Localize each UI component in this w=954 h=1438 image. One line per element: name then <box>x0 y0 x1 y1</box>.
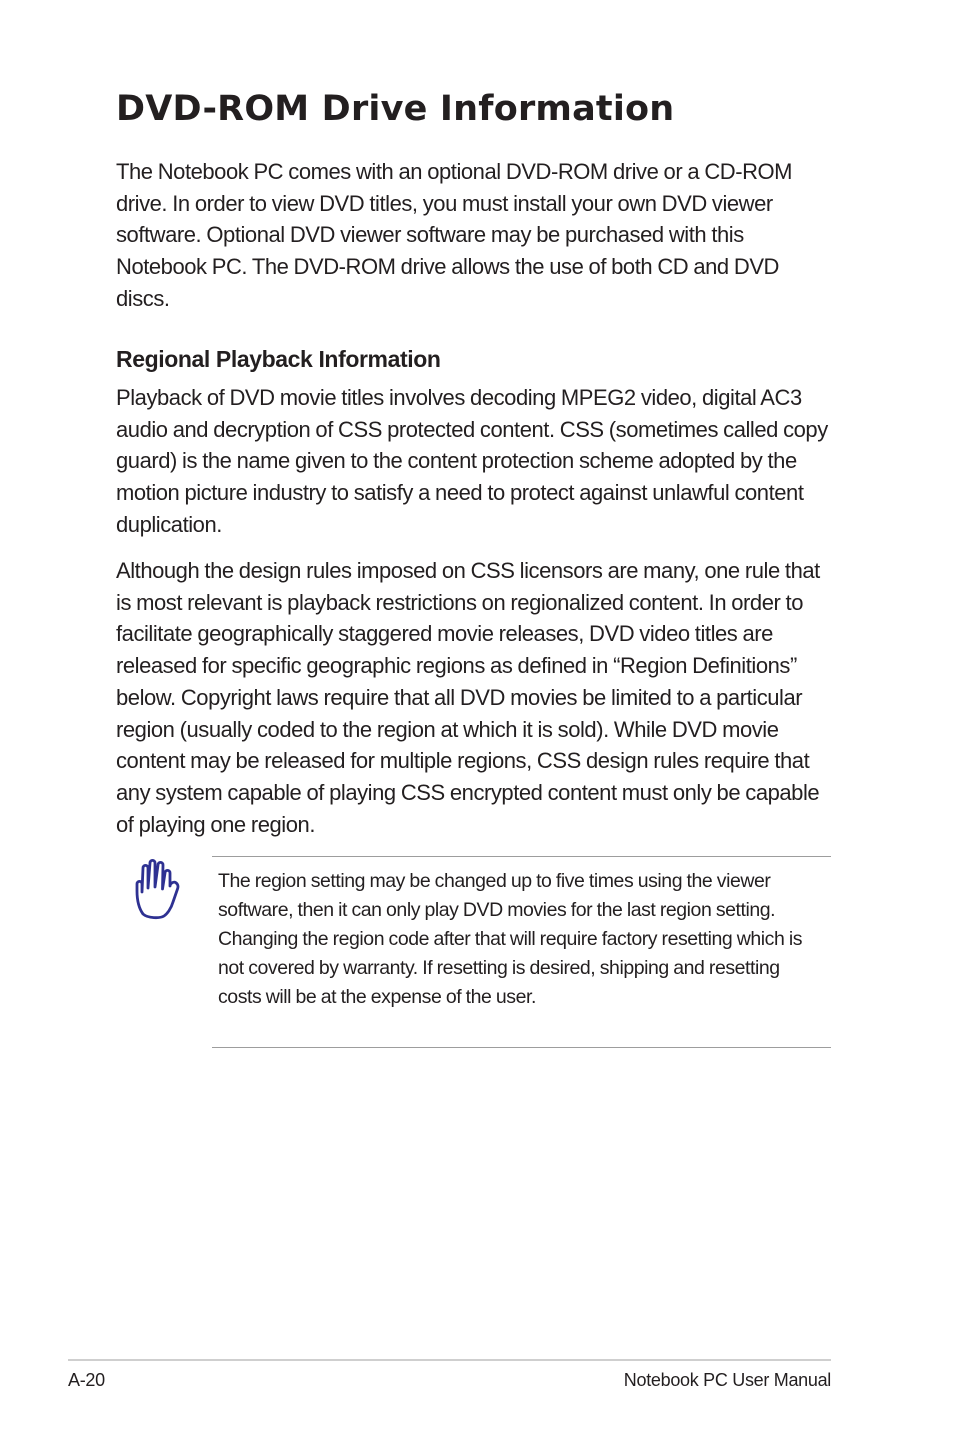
regional-paragraph-1: Playback of DVD movie titles involves decoding MPEG2 video, digital AC3 audio and decryption of CSS protected content. CSS (sometimes called copy guard) is the name given to the content protection scheme adopted by the motion picture industry to satisfy a need to protect against unlawful content duplication. <box>116 385 828 537</box>
footer-manual-title: Notebook PC User Manual <box>623 1370 831 1390</box>
regional-paragraph-2: Although the design rules imposed on CSS licensors are many, one rule that is most relevant is playback restrictions on regionalized content. In order to facilitate geographically staggered movie releases, DVD video titles are released for specific geographic regions as defined in “Region Definitions” below. Copyright laws require that all DVD movies be limited to a particular region (usually coded to the region at which it is sold). While DVD movie content may be released for multiple regions, CSS design rules require that any system capable of playing CSS encrypted content must only be capable of playing one region. <box>116 558 820 837</box>
hand-caution-icon <box>134 858 182 922</box>
footer-page-number: A-20 <box>68 1370 105 1390</box>
intro-paragraph: The Notebook PC comes with an optional DVD-ROM drive or a CD-ROM drive. In order to view DVD titles, you must install your own DVD viewer software. Optional DVD viewer software may be purchased with this Notebook PC. The DVD-ROM drive allows the use of both CD and DVD discs. <box>116 159 793 311</box>
note-box <box>212 856 831 1048</box>
footer-divider <box>68 1359 831 1361</box>
section-heading-regional-playback: Regional Playback Information <box>116 346 441 372</box>
note-text: The region setting may be changed up to five times using the viewer software, then it can only play DVD movies for the last region setting. Changing the region code after that will require factory resetting which is not covered by warranty. If resetting is desired, shipping and resetting costs will be at the expense of the user. <box>218 870 802 1008</box>
page-title: DVD-ROM Drive Information <box>116 89 675 129</box>
